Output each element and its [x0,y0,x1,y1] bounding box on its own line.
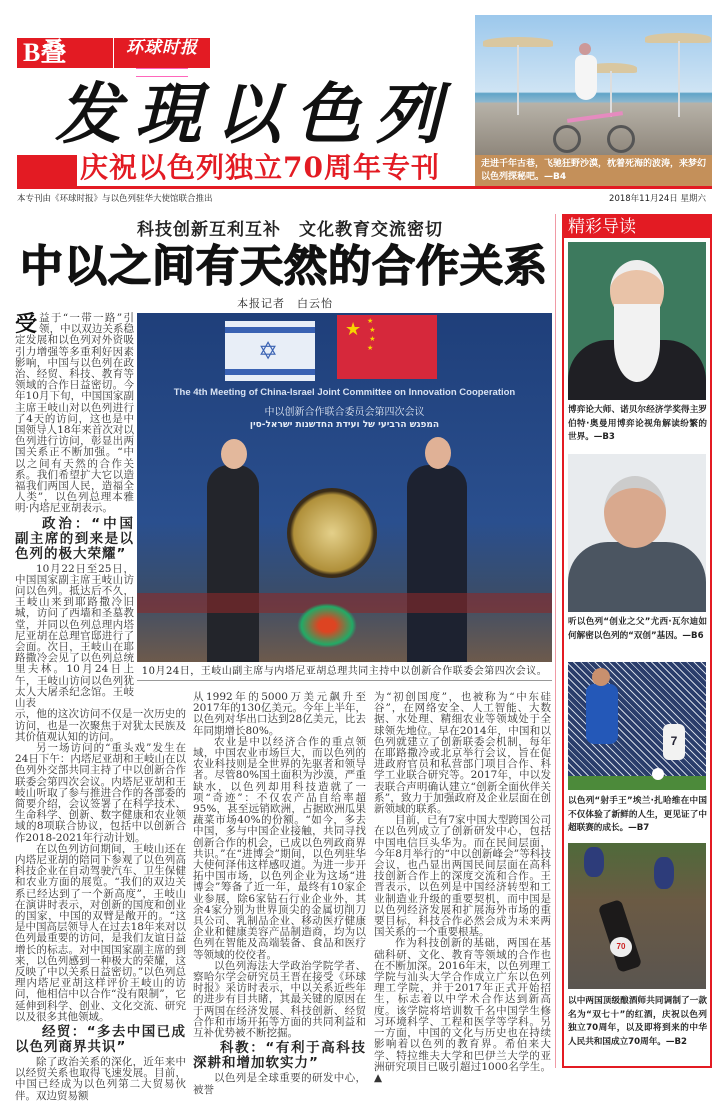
highlights-sidebar [562,214,712,1068]
article-column-1 [15,709,186,1102]
gong [287,488,377,578]
credit-line: 本专刊由《环球时报》与以色列驻华大使馆联合推出 [17,194,213,204]
article-column-3 [374,692,551,1084]
logo-en: GLOBAL TIMES [136,68,188,77]
israel-flag: ✡ [225,321,315,381]
drop-cap: 受 [15,311,38,337]
section-heading-trade: 经贸：“多去中国已成以色列商界共识” [15,1023,186,1055]
sidebar-title: 精彩导读 [564,216,710,238]
issue-date: 2018年11月24日 星期六 [609,194,706,204]
sidebar-caption: 以中两国顶级酿酒师共同调制了一款名为“双七十”的红酒，庆祝以色列独立70周年，以及即将到来的中华人民共和国成立70周年。—B2 [568,996,707,1047]
special-subtitle: 庆祝以色列独立70周年专刊 [80,151,440,184]
china-flag: ★ ★ ★ ★ ★ [337,315,437,379]
photo-caption: 10月24日，王岐山副主席与内塔尼亚胡总理共同主持中以创新合作联委会第四次会议。 [137,664,552,681]
person-right [407,465,467,662]
intro-text: 益于“一带一路”引领，中以双边关系稳定发展和以色列对外资吸引力增强等多重利好因素影响，中国与以色列在政治、经贸、科技、教育等领域的合作日益密切。今年10月下旬，中国国家副主席王岐山对以色列进行了4天的访问，这也是中国领导人18年来首次对以色列进行访问，彰显出两国关系正不断加强。“中以之间有天然的合作关系。我们希望扩大它以造福我们两国人民，造福全人类”，以色列总理本雅明·内塔尼亚胡表示。 [15,312,134,515]
paragraph: 以色列是全球重要的研发中心，被誉 [193,1072,366,1096]
paragraph: 农业是中以经济合作的重点领域，中国农业市场巨大，而以色列的农业科技则是全世界的先驱者和领导者。尽管80%国土面积为沙漠，严重缺水，以色列却用科技造就了一项“奇迹”：不仅农产品自给率超95%，甚至远销欧洲，占据欧洲瓜果蔬菜市场40%的份额。“如今，多去中国，多与中国企业接触，共同寻找创新合作的机会，已成以色列政商界共识。”在“进博会”期间，以色列驻华大使何泽伟这样感叹道。为进一步开拓中国市场，以色列企业为这场“进博会”筹备了近一年，最终有10家企业参展，除6家钻石行业企业外，其余4家分别为世界顶尖的金属切削刀具公司、乳制品企业、移动医疗健康企业和健康美容产品制造商，均为以色列在智能及高端装备、食品和医疗等领域的佼佼者。 [193,735,366,961]
column-rule [555,214,556,1068]
header-rule [17,186,712,189]
paragraph: 作为科技创新的基础，两国在基础科研、文化、教育等领域的合作也在不断加深。2016年末，以色列理工学院与汕头大学合作成立广东以色列理工学院，并于2017年正式开始招生，标志着以中学术合作达到新高度。该学院将培训数千名中国学生修习环境科学、工程和医学等学科。另一方面，中国的文化与历史也在持续影响着以色列的教育界。希伯来大学、特拉维夫大学和巴伊兰大学的亚洲研究项目已吸引超过1000名学生。▲ [374,937,551,1084]
sidebar-caption: 以色列“射手王”埃兰·扎哈维在中国不仅体验了新鲜的人生，更见证了中超联赛的成长。—B7 [568,796,707,833]
paragraph: 在以色列访问期间，王岐山还在内塔尼亚胡的陪同下参观了以色列高科技企业在自动驾驶汽车、卫生保健和农业方面的展览。“我们的双边关系已经达到了一个新高度”，王岐山在演讲时表示，对创新的国度和创业的国家，中国的双臂是敞开的。“这是中国高层领导人在过去18年来对以色列最重要的访问，是我们友谊日益增长的标志。对中国国家副主席的到来，以色列感到一种极大的荣耀，这反映了中以关系日益密切。”以色列总理内塔尼亚胡这样评价王岐山的访问，他相信中以合作“没有限制”，它延伸到科学、创业、文化交流、研究以及很多其他领域。 [15,842,186,1023]
sidebar-caption: 博弈论大师、诺贝尔经济学奖得主罗伯特·奥曼用博弈论视角解读纷繁的世界。—B3 [568,405,707,442]
byline: 本报记者 白云怡 [237,297,333,310]
paragraph: 以色列海法大学政治学院学者、察哈尔学会研究员王晋在接受《环球时报》采访时表示，中以关系近些年的进步有目共睹，其最关键的原因在于两国在经济发展、科技创新、经贸合作和市场开拓等方面的共同利益和互补优势被不断挖掘。 [193,959,366,1040]
vardi-photo [568,454,706,612]
banner-english: The 4th Meeting of China-Israel Joint Committee on Innovation Cooperation [173,387,516,398]
paragraph: 目前，已有7家中国大型跨国公司在以色列成立了创新研发中心，包括中国电信巨头华为。而在民间层面，今年8月举行的“中以创新峰会”等科技会议，也凸显出两国民间层面在高科技创新合作上的深度交流和合作。王晋表示，以色列是中国经济转型和工业制造业升级的重要契机，而中国是以色列经济发展和扩展海外市场的重要目标，科技合作必然会成为未来两国关系的一个重要根基。 [374,814,551,939]
aumann-photo [568,242,706,400]
article-kicker: 科技创新互利互补 文化教育交流密切 [137,220,443,240]
article-headline: 中以之间有天然的合作关系 [20,242,548,292]
zahavi-photo [568,662,706,790]
top-photo-caption: 走进千年古巷，飞驰狂野沙漠，枕着死海的波涛，来梦幻以色列探秘吧。—B4 [475,155,712,186]
jersey-number: 7 [663,724,685,760]
person-left [207,465,259,662]
paragraph: 为“初创国度”，也被称为“中东硅谷”，在网络安全、人工智能、大数据、水处理、精细农业等领域处于全球领先地位。早在2014年，中国和以色列就建立了创新联委会机制，每年在耶路撒冷或北京举行会议，旨在促进政府官员和私营部门项目合作、科学工业联合研究等。2017年，中以发表联合声明确认建立“创新全面伙伴关系”，致力于加强政府及企业层面在创新领域的联系。 [374,691,551,816]
wine-photo [568,843,706,989]
banner-chinese: 中以创新合作联合委员会第四次会议 [264,407,425,418]
paragraph: 从1992年的5000万美元飙升至2017年的130亿美元。今年上半年，以色列对华出口达到28亿美元，比去年同期增长80%。 [193,691,366,737]
flowers [297,603,357,648]
meeting-photo [137,313,552,662]
wine-label: 70 [610,937,632,957]
article-column-2 [193,692,366,1096]
section-tag: B叠 [17,38,113,68]
logo-cn: 环球时报 [126,38,198,58]
banner-hebrew: המפגש הרביעי של ועידת החדשנות ישראל-סין [249,420,440,430]
paragraph: 除了政治关系的深化，近年来中以经贸关系也取得飞速发展。目前，中国已经成为以色列第二大贸易伙伴。双边贸易额 [15,1055,186,1102]
article-column-narrow [15,313,134,709]
paragraph: 10月22日至25日，中国国家副主席王岐山访问以色列。抵达后不久，王岐山来到耶路撒冷旧城，访问了西墙和圣墓教堂，并同以色列总理内塔尼亚胡在总理官邸进行了会面。次日，王岐山在耶路撒冷会见了以色列总统里夫林。10月24日上午，王岐山访问以色列犹太人大屠杀纪念馆。王岐山表 [15,562,134,710]
red-block [17,155,77,186]
special-title: 发現以色列 [55,75,455,153]
newspaper-logo [114,38,210,75]
section-heading-politics: 政治：“中国副主席的到来是以色列的极大荣耀” [15,515,134,562]
section-heading-science: 科教：“有利于高科技深耕和增加软实力” [193,1040,366,1072]
paragraph: 示，他的这次访问不仅是一次历史的访问，也是一次聚焦于对犹太民族及其价值观认知的访问。 [15,708,186,743]
cyclist-photo [475,15,712,155]
sidebar-caption: 听以色列“创业之父”尤西·瓦尔迪如何解密以色列的“双创”基因。—B6 [568,617,707,641]
paragraph: 另一场访问的“重头戏”发生在24日下午：内塔尼亚胡和王岐山在以色列外交部共同主持了中以创新合作联委会第四次会议。内塔尼亚胡和王岐山听取了参与推进合作的各部委的简要介绍，会议签署了在科学技术、生命科学、创新、数字健康和农业领域的8项联合协议，包括中以创新合作2018-2021年行动计划。 [15,741,186,844]
